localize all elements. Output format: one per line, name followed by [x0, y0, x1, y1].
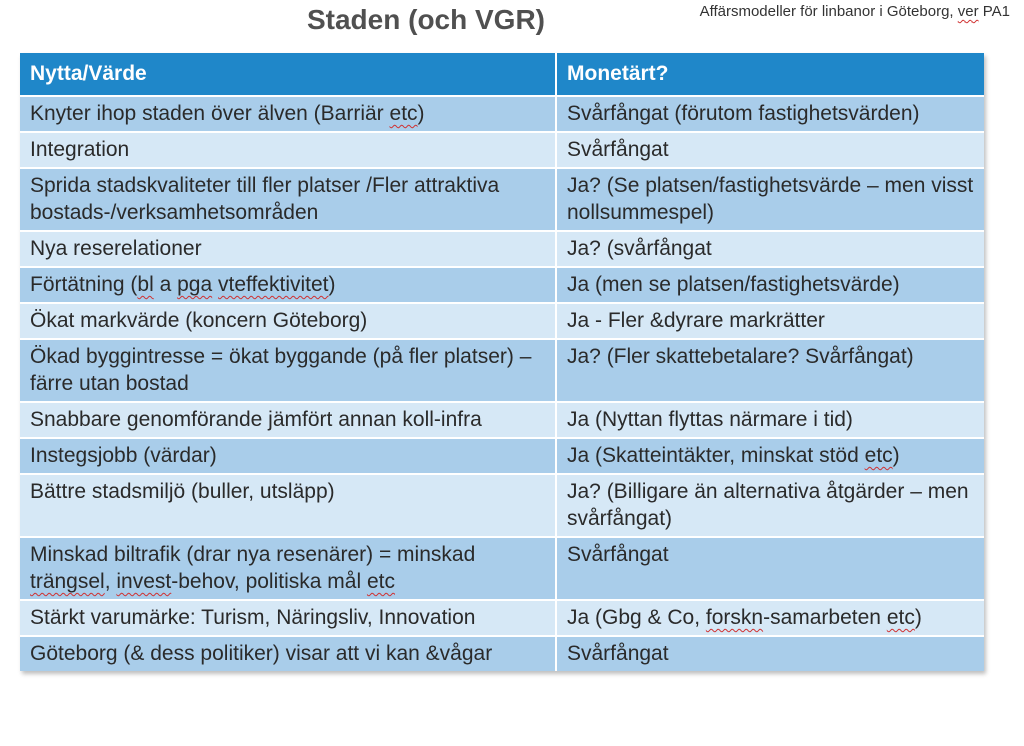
header-note-suffix: PA1: [978, 3, 1010, 20]
benefit-cell: Förtätning (bl a pga vteffektivitet): [20, 267, 556, 303]
table-row: [20, 231, 984, 267]
table-row: [20, 96, 984, 132]
table-row: [20, 339, 984, 402]
benefit-cell: Sprida stadskvaliteter till fler platser /Fler attraktiva bostads-/verksamhetsområden: [20, 168, 556, 231]
benefit-cell: Ökat markvärde (koncern Göteborg): [20, 303, 556, 339]
benefit-cell: Göteborg (& dess politiker) visar att vi kan &vågar: [20, 636, 556, 671]
benefit-cell: Ökad byggintresse = ökat byggande (på fler platser) – färre utan bostad: [20, 339, 556, 402]
benefit-cell: Instegsjobb (värdar): [20, 438, 556, 474]
header-note-version: ver: [957, 3, 979, 20]
monetary-cell: Ja? (Fler skattebetalare? Svårfångat): [556, 339, 984, 402]
monetary-cell: Ja - Fler &dyrare markrätter: [556, 303, 984, 339]
column-header-monetary: Monetärt?: [556, 53, 984, 96]
benefit-cell: Bättre stadsmiljö (buller, utsläpp): [20, 474, 556, 537]
header-note-prefix: Affärsmodeller för linbanor i Göteborg,: [699, 3, 958, 20]
monetary-cell: Ja (Nyttan flyttas närmare i tid): [556, 402, 984, 438]
slide-title: Staden (och VGR): [306, 4, 545, 35]
benefit-cell: Knyter ihop staden över älven (Barriär etc): [20, 96, 556, 132]
table-row: [20, 303, 984, 339]
table-row: [20, 537, 984, 600]
table-row: [20, 168, 984, 231]
table-header-row: [20, 53, 984, 96]
column-header-benefit: Nytta/Värde: [20, 53, 556, 96]
table-row: [20, 132, 984, 168]
benefit-table: [20, 53, 984, 671]
table-row: [20, 438, 984, 474]
table-row: [20, 600, 984, 636]
monetary-cell: Ja? (Billigare än alternativa åtgärder – men svårfångat): [556, 474, 984, 537]
table-row: [20, 402, 984, 438]
monetary-cell: Ja (men se platsen/fastighetsvärde): [556, 267, 984, 303]
monetary-cell: Svårfångat: [556, 537, 984, 600]
monetary-cell: Ja (Skatteintäkter, minskat stöd etc): [556, 438, 984, 474]
table-body: [20, 96, 984, 671]
monetary-cell: Ja (Gbg & Co, forskn-samarbeten etc): [556, 600, 984, 636]
table-row: [20, 474, 984, 537]
benefit-cell: Integration: [20, 132, 556, 168]
benefit-cell: Stärkt varumärke: Turism, Näringsliv, Innovation: [20, 600, 556, 636]
monetary-cell: Ja? (svårfångat: [556, 231, 984, 267]
monetary-cell: Ja? (Se platsen/fastighetsvärde – men visst nollsummespel): [556, 168, 984, 231]
header-note: [700, 3, 1010, 20]
benefit-cell: Nya reserelationer: [20, 231, 556, 267]
monetary-cell: Svårfångat: [556, 636, 984, 671]
benefit-cell: Snabbare genomförande jämfört annan koll-infra: [20, 402, 556, 438]
monetary-cell: Svårfångat: [556, 132, 984, 168]
table-row: [20, 636, 984, 671]
table-row: [20, 267, 984, 303]
benefit-cell: Minskad biltrafik (drar nya resenärer) = minskad trängsel, invest-behov, politiska mål etc: [20, 537, 556, 600]
monetary-cell: Svårfångat (förutom fastighetsvärden): [556, 96, 984, 132]
